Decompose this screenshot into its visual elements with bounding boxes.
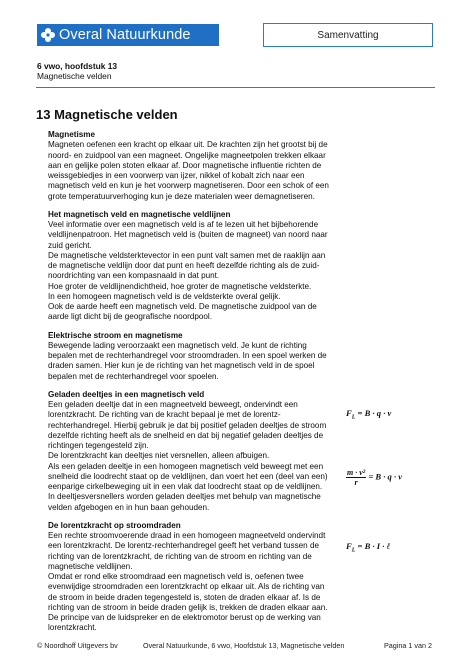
section-paragraph: De lorentzkracht kan deeltjes niet versnellen, alleen afbuigen. [48, 451, 270, 461]
summary-body [48, 130, 334, 642]
formula-circular-motion [346, 468, 402, 487]
section-paragraph: Omdat er rond elke stroomdraad een magnetisch veld is, oefenen twee evenwijdige stroomdraden een lorentzkracht op elkaar uit. Als de richting van de stroom in beide draden tegengesteld is, stoten de draden elkaar af. Is de richting van de stroom in beide draden gelijk is, trekken de draden elkaar aan. [48, 572, 328, 612]
footer-copyright: © Noordhoff Uitgevers bv [37, 641, 118, 650]
section-lorentzkracht-draden [48, 521, 334, 634]
fraction-denominator: r [354, 478, 358, 487]
section-heading: Elektrische stroom en magnetisme [48, 330, 183, 340]
formula-lorentz-particle [346, 408, 391, 421]
header-divider [36, 87, 435, 88]
formula-symbol: F [346, 408, 352, 418]
document-type-badge [263, 23, 433, 47]
formula-expression: = B · q · v [366, 471, 403, 482]
formula-lorentz-wire [346, 541, 390, 554]
section-paragraph: De magnetische veldsterktevector in een punt valt samen met de raaklijn aan de magnetische veldlijn door dat punt en heeft dezelfde richting als de zuid-noordrichting van een kompasnaald in dat punt. [48, 250, 326, 281]
section-heading: Het magnetisch veld en magnetische veldlijnen [48, 209, 231, 219]
section-paragraph: Ook de aarde heeft een magnetisch veld. De magnetische zuidpool van de aarde ligt dicht bij de geografische noordpool. [48, 302, 317, 322]
section-paragraph: Bewegende lading veroorzaakt een magnetisch veld. Je kunt de richting bepalen met de rechterhandregel voor stroomdraden. In een spoel werken de draden samen. Hier kun je de richting van het magnetisch veld in de spoel bepalen met de rechterhandregel voor spoelen. [48, 340, 327, 381]
section-heading: De lorentzkracht op stroomdraden [48, 520, 181, 530]
formula-symbol: F [346, 541, 352, 551]
section-paragraph: Als een geladen deeltje in een homogeen magnetisch veld beweegt met een snelheid die loodrecht staat op de veldlijnen, dan voert het een (deel van een) eenparige cirkelbeweging uit in een vlak dat loodrecht staat op de veldlijnen. [48, 461, 328, 491]
section-veldlijnen [48, 210, 334, 323]
formula-expression: = B · I · ℓ [355, 541, 391, 551]
formula-subscript: L [351, 414, 356, 421]
document-type-label: Samenvatting [317, 29, 379, 41]
formula-expression: = B · q · v [355, 408, 392, 418]
section-paragraph: Een geladen deeltje dat in een magneetveld beweegt, ondervindt een lorentzkracht. De richting van de kracht bepaal je met de lorentz-rechterhandregel. Hierbij gebruik je dat bij positief geladen deeltjes de stroom dezelfde richting heeft als de snelheid en dat bij negatief geladen deeltjes de richtingen tegengesteld zijn. [48, 400, 327, 450]
section-paragraph: Veel informatie over een magnetisch veld is af te lezen uit het bijbehorende veldlijnenpatroon. Het magnetisch veld is (buiten de magneet) van noord naar zuid gericht. [48, 220, 328, 250]
section-paragraph: De principe van de luidspreker en de elektromotor berust op de werking van lorentzkracht. [48, 613, 321, 633]
chapter-subject: Magnetische velden [37, 71, 112, 81]
logo-text: Overal Natuurkunde [59, 27, 191, 43]
section-geladen-deeltjes [48, 390, 334, 513]
fraction-numerator: m · v² [347, 468, 366, 477]
section-paragraph: Een rechte stroomvoerende draad in een homogeen magneetveld ondervindt een lorentzkracht. De lorentz-rechterhandregel geeft het verband tussen de richting van de lorentzkracht, de richting van de stroom en richting van de magnetische veldlijnen. [48, 531, 326, 571]
flower-logo-icon [37, 24, 59, 46]
section-paragraph: In deeltjesversnellers worden geladen deeltjes met behulp van magnetische velden afgebogen en in hun baan gehouden. [48, 492, 321, 512]
course-chapter: 6 vwo, hoofdstuk 13 [37, 61, 118, 71]
section-heading: Magnetisme [48, 130, 95, 139]
section-stroom-magnetisme [48, 331, 334, 382]
section-paragraph: In een homogeen magnetisch veld is de veldsterkte overal gelijk. [48, 291, 281, 301]
formula-fraction [346, 468, 366, 487]
formula-subscript: L [351, 547, 356, 554]
page-title: 13 Magnetische velden [36, 107, 178, 122]
publisher-logo [37, 24, 219, 46]
section-paragraph: Magneten oefenen een kracht op elkaar uit. De krachten zijn het grootst bij de noord- en zuidpool van een magneet. Ongelijke magneetpolen trekken elkaar aan en gelijke polen stoten elkaar af. Door magnetische influentie richten de weissgebiedjes in een voorwerp van ijzer, nikkel of kobalt zich naar een magnetisch veld en kun je het voorwerp magnetiseren. Door een schok of een grote temperatuurverhoging kun je deze materialen weer demagnetiseren. [48, 140, 329, 201]
section-paragraph: Hoe groter de veldlijnendichtheid, hoe groter de magnetische veldsterkte. [48, 281, 312, 291]
section-magnetisme [48, 130, 334, 202]
footer-page-number: Pagina 1 van 2 [384, 641, 432, 650]
section-heading: Geladen deeltjes in een magnetisch veld [48, 389, 205, 399]
footer-source: Overal Natuurkunde, 6 vwo, Hoofdstuk 13, Magnetische velden [143, 641, 345, 650]
